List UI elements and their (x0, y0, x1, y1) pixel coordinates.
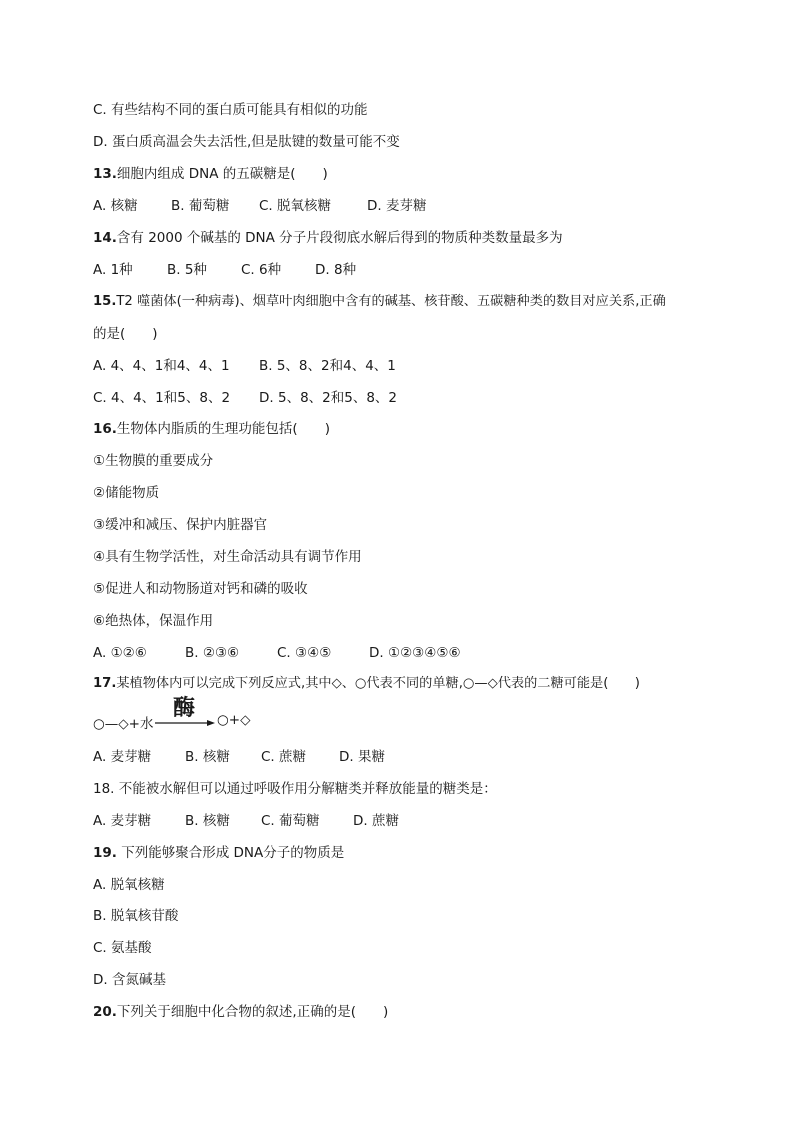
q13-options (93, 197, 426, 215)
q17-products: ○+◇ (217, 712, 251, 728)
q17-option-c: C. 蔗糖 (261, 749, 307, 765)
q18-option-b: B. 核糖 (185, 813, 230, 829)
q12-option-c: C. 有些结构不同的蛋白质可能具有相似的功能 (93, 102, 368, 118)
q18-option-a: A. 麦芽糖 (93, 813, 152, 829)
q15-number: 15. (93, 294, 117, 309)
q14-option-b: B. 5种 (167, 262, 207, 278)
q19-option-a: A. 脱氧核糖 (93, 877, 165, 893)
q16-item-3: ③缓冲和减压、保护内脏器官 (93, 517, 268, 533)
q15-option-a: A. 4、4、1和4、4、1 (93, 358, 230, 374)
q16-item-1: ①生物膜的重要成分 (93, 453, 214, 469)
q19-option-d: D. 含氮碱基 (93, 972, 166, 988)
q18-option-d: D. 蔗糖 (353, 813, 399, 829)
q17-reactants: ○—◇+水 (93, 716, 154, 732)
q17-options (93, 748, 385, 766)
q16-option-b: B. ②③⑥ (185, 645, 240, 661)
q17-option-d: D. 果糖 (339, 749, 385, 765)
q13-option-c: C. 脱氧核糖 (259, 198, 332, 214)
q18-stem (93, 780, 497, 798)
q12-option-d: D. 蛋白质高温会失去活性,但是肽键的数量可能不变 (93, 134, 400, 150)
q14-option-d: D. 8种 (315, 262, 357, 278)
q13-option-d: D. 麦芽糖 (367, 198, 427, 214)
q15-option-d: D. 5、8、2和5、8、2 (259, 390, 398, 406)
q14-stem (93, 229, 563, 247)
q20-text: 下列关于细胞中化合物的叙述,正确的是( ) (116, 1004, 389, 1020)
q15-option-c: C. 4、4、1和5、8、2 (93, 390, 231, 406)
q16-option-d: D. ①②③④⑤⑥ (369, 645, 461, 661)
q18-option-c: C. 葡萄糖 (261, 813, 320, 829)
q15-options-row1 (93, 357, 396, 375)
q16-item-5: ⑤促进人和动物肠道对钙和磷的吸收 (93, 581, 308, 597)
q14-option-a: A. 1种 (93, 262, 133, 278)
q20-number: 20. (93, 1004, 117, 1020)
q13-stem (93, 165, 328, 183)
q15-option-b: B. 5、8、2和4、4、1 (259, 358, 396, 374)
q19-option-b: B. 脱氧核苷酸 (93, 908, 179, 924)
q17-number: 17. (93, 676, 117, 691)
q18-text: 不能被水解但可以通过呼吸作用分解糖类并释放能量的糖类是： (114, 781, 497, 797)
q16-item-6: ⑥绝热体，保温作用 (93, 613, 214, 629)
q19-option-c: C. 氨基酸 (93, 940, 152, 956)
q14-text: 含有 2000 个碱基的 DNA 分子片段彻底水解后得到的物质种类数量最多为 (116, 230, 563, 246)
q16-item-2: ②储能物质 (93, 485, 160, 501)
q16-number: 16. (93, 421, 117, 437)
q13-text: 细胞内组成 DNA 的五碳糖是( ) (116, 166, 328, 182)
q14-number: 14. (93, 230, 117, 246)
reaction-arrow-icon (155, 718, 215, 728)
q17-option-a: A. 麦芽糖 (93, 749, 152, 765)
q16-option-a: A. ①②⑥ (93, 645, 147, 661)
q19-text: 下列能够聚合形成 DNA分子的物质是 (116, 845, 345, 861)
q17-stem (93, 675, 640, 693)
q15-text-1: T2 噬菌体(一种病毒)、烟草叶肉细胞中含有的碱基、核苷酸、五碳糖种类的数目对应关系,正确 (116, 294, 666, 309)
q13-option-a: A. 核糖 (93, 198, 138, 214)
q13-number: 13. (93, 166, 117, 182)
q17-text: 某植物体内可以完成下列反应式,其中◇、○代表不同的单糖,○—◇代表的二糖可能是( ) (116, 676, 640, 691)
q15-stem-line1 (93, 293, 666, 311)
q16-stem (93, 420, 330, 438)
q16-text: 生物体内脂质的生理功能包括( ) (116, 421, 330, 437)
q18-number: 18. (93, 781, 115, 797)
q14-option-c: C. 6种 (241, 262, 282, 278)
q13-option-b: B. 葡萄糖 (171, 198, 230, 214)
q16-option-c: C. ③④⑤ (277, 645, 332, 661)
q17-enzyme-label: 酶 (173, 695, 196, 721)
q16-item-4: ④具有生物学活性，对生命活动具有调节作用 (93, 549, 362, 565)
q16-options (93, 644, 461, 662)
q19-number: 19. (93, 845, 117, 861)
q20-stem (93, 1003, 388, 1021)
q15-stem-line2: 的是( ) (93, 326, 158, 342)
q15-options-row2 (93, 389, 397, 407)
q18-options (93, 812, 399, 830)
q14-options (93, 261, 356, 279)
q17-option-b: B. 核糖 (185, 749, 230, 765)
q19-stem (93, 844, 344, 862)
